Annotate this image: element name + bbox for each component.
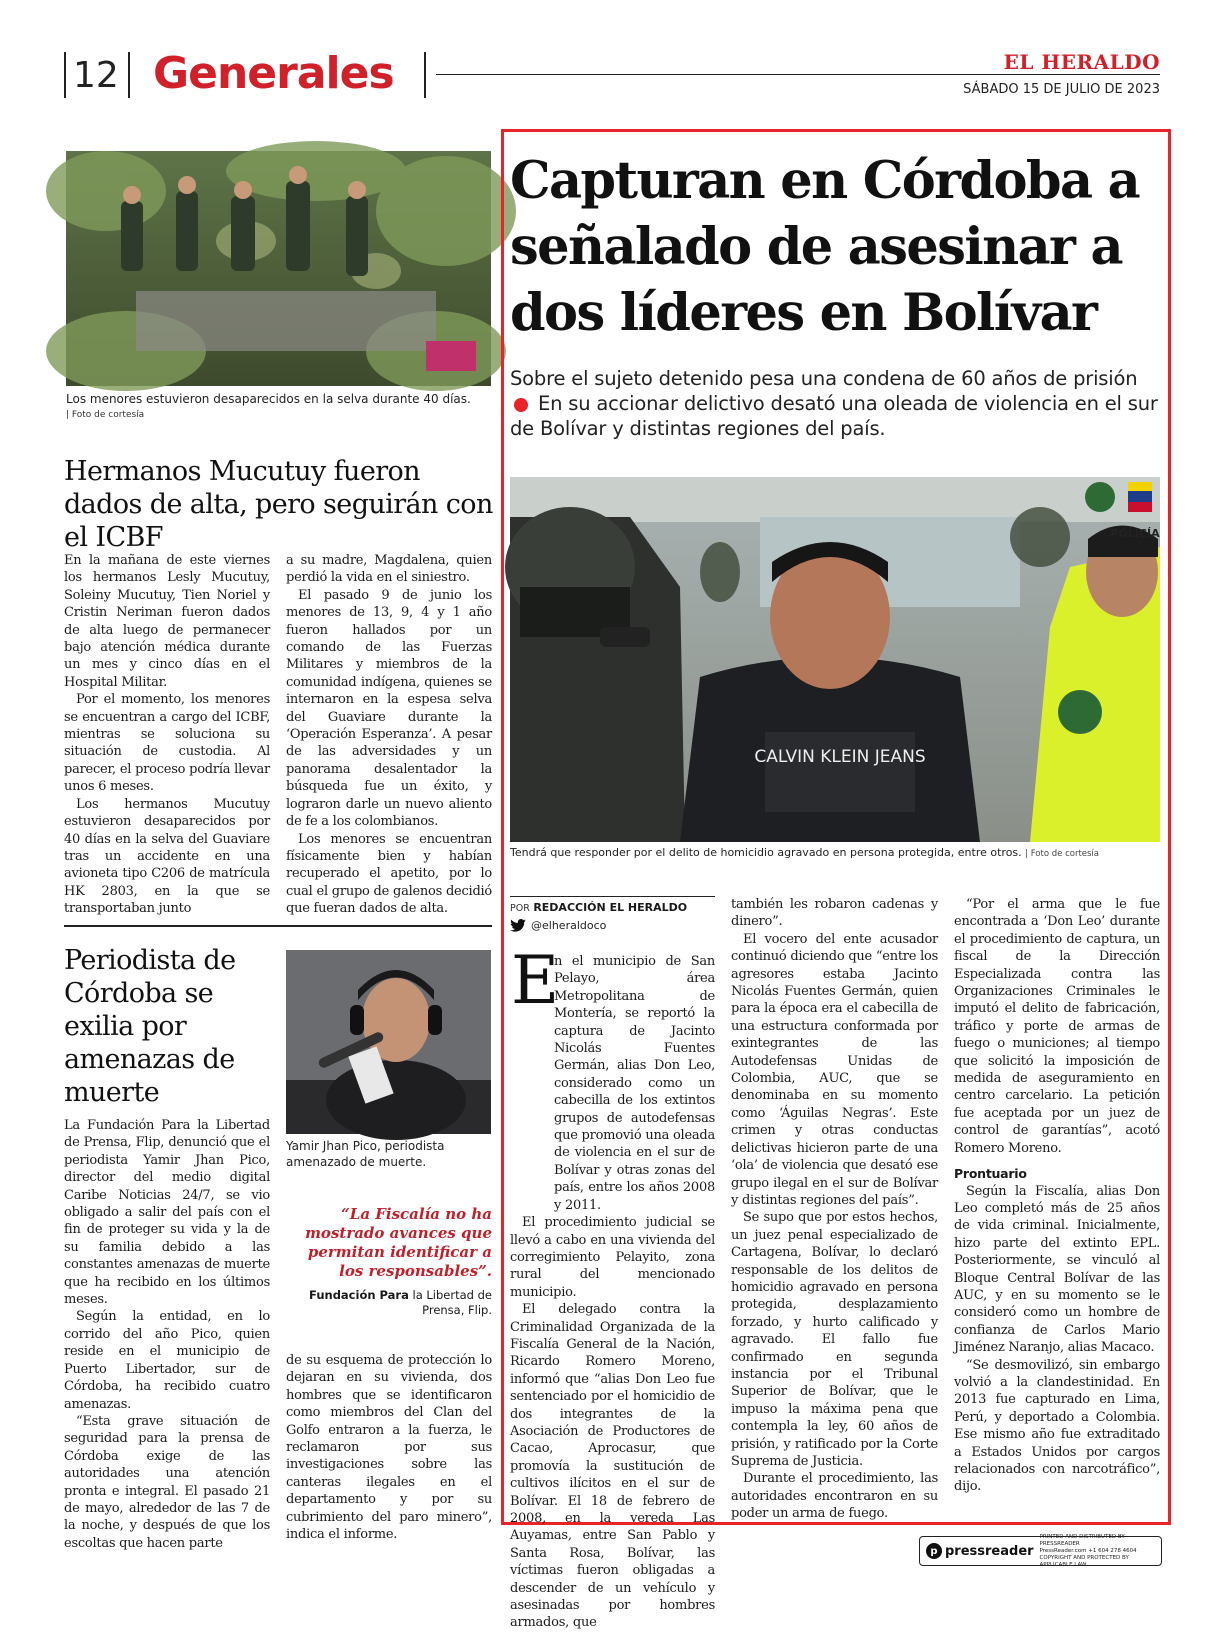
paragraph-lead: n el municipio de San Pelayo, área Metropolitana de Montería, se reportó la captura de Jacinto Nicolás Fuentes Germán, alias Don Leo, considerado como un cabecilla de los extintos grupos de autodefensas que promovió una oleada de violencia en el sur de Bolívar y otras zonas del país, entre los años 2008 y 2011. xyxy=(554,954,715,1213)
quote-source xyxy=(290,1288,492,1318)
byline-por: POR xyxy=(510,903,530,914)
pressreader-logo xyxy=(926,1543,1034,1559)
main-column-3 xyxy=(954,896,1160,1496)
byline-author: REDACCIÓN EL HERALDO xyxy=(533,901,688,914)
main-photo-caption xyxy=(510,846,1160,859)
story1-column-1 xyxy=(64,552,270,918)
subhead-prontuario: Prontuario xyxy=(954,1166,1027,1182)
pressreader-logo-icon: p xyxy=(926,1543,942,1559)
twitter-handle-row xyxy=(510,919,715,932)
jungle-rescue-illustration xyxy=(66,151,491,386)
paragraph: Según la Fiscalía, alias Don Leo completó más de 25 años de vida criminal. Inicialmente, hizo parte del extinto EPL. Posteriormente, se vinculó al Bloque Central Bolívar de las AUC, y en su momento se le consideró como un hombre de confianza de Carlos Mario Jiménez Naranjo, alias Macaco. xyxy=(954,1183,1160,1356)
divider xyxy=(424,52,426,98)
bullet-dot-icon xyxy=(514,398,528,412)
paragraph: Se supo que por estos hechos, un juez penal especializado de Cartagena, Bolívar, lo declaró responsable de los delitos de homicidio agravado en persona protegida, desplazamiento forzado, y hurto calificado y agravado. El fallo fue confirmado en segunda instancia por el Tribunal Superior de Bolívar, que le impuso la máxima pena que contempla la ley, 60 años de prisión, y ratificado por la Corte Suprema de Justicia. xyxy=(731,1210,938,1469)
paragraph: “Esta grave situación de seguridad para la prensa de Córdoba exige de las autoridades una atención pronta e integral. El pasado 21 de mayo, alrededor de las 7 de la noche, y después de que los escoltas que hacen parte xyxy=(64,1413,270,1551)
story2-headline: Periodista de Córdoba se exilia por amenazas de muerte xyxy=(64,945,236,1108)
shirt-text: CALVIN KLEIN JEANS xyxy=(754,747,926,767)
issue-date: SÁBADO 15 DE JULIO DE 2023 xyxy=(963,82,1160,97)
paragraph: Según la entidad, en lo corrido del año Pico, quien reside en el municipio de Puerto Libertador, sur de Córdoba, ha recibido cuatro amenazas. xyxy=(64,1309,270,1412)
story1-headline: Hermanos Mucutuy fueron dados de alta, pero seguirán con el ICBF xyxy=(64,456,493,553)
main-dek xyxy=(510,366,1160,441)
journalist-photo xyxy=(286,950,491,1134)
pull-quote: “La Fiscalía no ha mostrado avances que permitan identificar a los responsables”. xyxy=(305,1205,492,1280)
dek-part-1: Sobre el sujeto detenido pesa una condena de 60 años de prisión xyxy=(510,367,1138,390)
story2-column-2 xyxy=(286,1352,492,1543)
photo-caption: Los menores estuvieron desaparecidos en la selva durante 40 días. xyxy=(66,392,471,406)
paragraph: de su esquema de protección lo dejaran en su vivienda, dos hombres que se identificaron como miembros del Clan del Golfo entraron a la fuerza, le reclamaron por sus investigaciones sobre las canteras ilegales en el departamento y por su cubrimiento del paro minero”, indica el informe. xyxy=(286,1353,492,1543)
photo-credit: | Foto de cortesía xyxy=(66,410,145,420)
paragraph: El vocero del ente acusador continuó diciendo que “entre los agresores estaba Jacinto Nicolás Fuentes Germán, quien para la época era el cabecilla de una estructura conformada por exintegrantes de las Autodefensas Unidas de Colombia, AUC, que se denominaba en su momento como ‘Águilas Negras’. Este crimen y otras conductas delictivas hicieron parte de una ‘ola’ de violencia que desató ese grupo ilegal en el sur de Bolívar y distintas regiones del país”. xyxy=(731,931,938,1208)
twitter-bird-icon xyxy=(510,919,526,932)
paragraph xyxy=(510,953,715,1214)
jungle-rescue-photo xyxy=(66,151,491,386)
paragraph: Los hermanos Mucutuy estuvieron desaparecidos por 40 días en la selva del Guaviare tras un accidente en una avioneta tipo C206 de matrícula HK 2803, en la que se transportaban junto xyxy=(64,796,270,917)
paragraph: también les robaron cadenas y dinero”. xyxy=(731,897,938,930)
capture-illustration xyxy=(510,477,1160,842)
paragraph: El pasado 9 de junio los menores de 13, 9, 4 y 1 año fueron hallados por un comando de las Fuerzas Militares y miembros de la comunidad indígena, quienes se internaron en la espesa selva del Guaviare durante la ‘Operación Esperanza’. A pesar de las adversidades y un panorama desalentador la búsqueda fue un éxito, y lograron darle un nuevo aliento de fe a los colombianos. xyxy=(286,587,492,830)
paragraph: En la mañana de este viernes los hermanos Lesly Mucutuy, Soleiny Mucutuy, Tien Noriel y Cristin Neriman fueron dados de alta luego de permanecer bajo atención médica durante un mes y cinco días en el Hospital Militar. xyxy=(64,553,270,690)
paragraph: Durante el procedimiento, las autoridades encontraron en su poder un arma de fuego. xyxy=(731,1471,938,1522)
paragraph: Los menores se encuentran físicamente bien y habían recuperado el apetito, por lo cual el grupo de galenos decidió que fueran dados de alta. xyxy=(286,831,492,917)
caption-text: Tendrá que responder por el delito de homicidio agravado en persona protegida, entre otros. xyxy=(510,846,1022,859)
paragraph: “Por el arma que le fue encontrada a ‘Don Leo’ durante el procedimiento de captura, un fiscal de la Dirección Especializada contra las Organizaciones Criminales le imputó el delito de fabricación, tráfico y porte de armas de fuego o municiones; al tiempo que solicitó la imposición de medida de aseguramiento en centro carcelario. La petición fue aceptada por un juez de control de garantías”, acotó Romero Moreno. xyxy=(954,897,1160,1156)
paragraph: El delegado contra la Criminalidad Organizada de la Fiscalía General de la Nación, Ricardo Romero Moreno, informó que “alias Don Leo fue sentenciado por el homicidio de dos integrantes de la Asociación de Productores de Cacao, Aprocasur, que promovía la sustitución de cultivos ilícitos en el sur de Bolívar. El 18 de febrero de 2008, en la vereda Las Auyamas, entre San Pablo y Santa Rosa, Bolívar, las víctimas fueron obligadas a descender de un vehículo y asesinadas por hombres armados, que xyxy=(510,1302,715,1631)
legal-line: PressReader.com +1 604 278 4604 xyxy=(1039,1547,1137,1554)
divider xyxy=(128,52,130,98)
pressreader-wordmark: pressreader xyxy=(945,1543,1034,1559)
divider xyxy=(64,52,66,98)
main-column-2 xyxy=(731,896,938,1523)
story1-column-2 xyxy=(286,552,492,918)
paragraph: Por el momento, los menores se encuentran a cargo del ICBF, mientras se soluciona su situación de custodia. Al parecer, el proceso podría llevar unos 6 meses. xyxy=(64,692,270,795)
masthead xyxy=(0,0,1207,110)
paragraph: El procedimiento judicial se llevó a cabo en una vivienda del corregimiento Pelayito, zona rural del mencionado municipio. xyxy=(510,1215,715,1300)
paragraph: La Fundación Para la Libertad de Prensa, Flip, denunció que el periodista Yamir Jhan Pico, director del medio digital Caribe Noticias 24/7, se vio obligado a salir del país con el fin de proteger su vida y la de su familia debido a las constantes amenazas de muerte que ha recibido en los últimos meses. xyxy=(64,1118,270,1308)
pressreader-legal xyxy=(1040,1534,1155,1569)
byline xyxy=(510,896,715,932)
capture-photo xyxy=(510,477,1160,842)
twitter-handle: @elheraldoco xyxy=(531,919,607,932)
main-headline: Capturan en Córdoba a señalado de asesinar a dos líderes en Bolívar xyxy=(510,151,1140,343)
legal-line: PRINTED AND DISTRIBUTED BY PRESSREADER xyxy=(1039,1533,1125,1547)
story2-column-1 xyxy=(64,1117,270,1552)
quote-source-rest: la Libertad de Prensa, Flip. xyxy=(412,1288,492,1317)
paragraph: “Se desmovilizó, sin embargo volvió a la clandestinidad. En 2013 fue capturado en Lima, Perú, y deportado a Colombia. Ese mismo año fue extraditado a Estados Unidos por cargos relacionados con narcotráfico”, dijo. xyxy=(954,1357,1160,1495)
journalist-illustration xyxy=(286,950,491,1134)
section-divider xyxy=(64,925,492,927)
drop-cap: E xyxy=(511,942,560,1019)
vest-text: POLICÍA xyxy=(1110,527,1160,540)
paragraph: a su madre, Magdalena, quien perdió la vida en el siniestro. xyxy=(286,553,492,586)
main-column-1 xyxy=(510,953,715,1632)
newspaper-brand: EL HERALDO xyxy=(1003,50,1160,74)
legal-line: COPYRIGHT AND PROTECTED BY APPLICABLE LAW xyxy=(1039,1554,1129,1568)
pressreader-badge xyxy=(919,1533,1162,1568)
dek-part-2: En su accionar delictivo desató una oleada de violencia en el sur de Bolívar y distintas regiones del país. xyxy=(510,392,1158,440)
photo-credit: | Foto de cortesía xyxy=(1025,849,1099,859)
header-rule xyxy=(436,74,1160,75)
quote-source-org: Fundación Para xyxy=(309,1288,409,1302)
page-number: 12 xyxy=(73,55,119,96)
photo-caption: Yamir Jhan Pico, periodista amenazado de muerte. xyxy=(286,1139,445,1170)
section-title: Generales xyxy=(153,48,394,99)
byline-rule xyxy=(510,896,715,897)
